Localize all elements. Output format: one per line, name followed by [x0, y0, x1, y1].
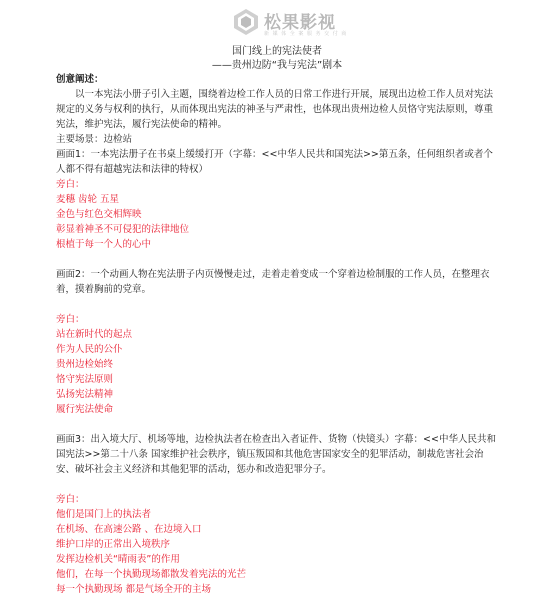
- logo-text: 松果影视: [264, 13, 336, 33]
- shot-1-description: 画面1：一本宪法册子在书桌上缓缓打开（字幕：<<中华人民共和国宪法>>第五条，任何组织者或者个人都不得有超越宪法和法律的特权）: [56, 149, 493, 175]
- voice-line: 麦穗 齿轮 五星: [56, 194, 120, 205]
- voice-line: 每一个执勤现场 都是气场全开的主场: [56, 584, 212, 595]
- paragraph-gap: [56, 477, 502, 492]
- voice-line: 维护口岸的正常出入境秩序: [56, 539, 171, 550]
- voice-line: 根植于每一个人的心中: [56, 239, 152, 250]
- voice-line: 彰显着神圣不可侵犯的法律地位: [56, 224, 190, 235]
- shot-2-description: 画面2：一个动画人物在宪法册子内页慢慢走过，走着走着变成一个穿着边检制服的工作人员，在整理衣着，摸着胸前的党章。: [56, 269, 490, 295]
- intro-paragraph: 以一本宪法小册子引入主题，围绕着边检工作人员的日常工作进行开展，展现出边检工作人员对宪法规定的义务与权利的执行，从而体现出宪法的神圣与严肃性，也体现出贵州边检人员恪守宪法原则，尊重宪法，维护宪法，履行宪法使命的精神。: [56, 89, 494, 130]
- voice-line: 在机场、在高速公路 、在边境入口: [56, 524, 202, 535]
- document-body: [56, 72, 502, 597]
- voice-line: 贵州边检始终: [56, 359, 114, 370]
- logo-subtitle: 新 媒 体 全 案 服 务 交 付 商: [264, 31, 348, 37]
- shot-3-voice-label: 旁白：: [56, 494, 85, 505]
- voice-line: 恪守宪法原则: [56, 374, 114, 385]
- voice-line: 站在新时代的起点: [56, 329, 133, 340]
- voice-line: 履行宪法使命: [56, 404, 114, 415]
- shot-3-description: 画面3：出入境大厅、机场等地，边检执法者在检查出入者证件、货物（快镜头）字幕：<<中华人民共和国宪法>>第二十八条 国家维护社会秩序，镇压叛国和其他危害国家安全的犯罪活动，制裁危害社会治安、破坏社会主义经济和其他犯罪的活动，惩办和改造犯罪分子。: [56, 434, 496, 475]
- voice-line: 发挥边检机关“晴雨表”的作用: [56, 554, 180, 565]
- voice-line: 作为人民的公仆: [56, 344, 123, 355]
- paragraph-gap: [56, 417, 502, 432]
- intro-label: 创意阐述：: [56, 74, 104, 85]
- pinecone-logo-icon: [232, 8, 260, 36]
- brand-logo: [232, 6, 352, 38]
- voice-line: 弘扬宪法精神: [56, 389, 114, 400]
- voice-line: 他们，在每一个执勤现场都散发着宪法的光芒: [56, 569, 247, 580]
- paragraph-gap: [56, 297, 502, 312]
- main-scene: 主要场景：边检站: [56, 134, 133, 145]
- document-subtitle: ——贵州边防“我与宪法”剧本: [211, 60, 343, 71]
- shot-2-voice-label: 旁白：: [56, 314, 85, 325]
- shot-1-voice-label: 旁白：: [56, 179, 85, 190]
- voice-line: 金色与红色交相辉映: [56, 209, 142, 220]
- paragraph-gap: [56, 252, 502, 267]
- document-title: 国门线上的宪法使者: [232, 46, 322, 57]
- voice-line: 他们是国门上的执法者: [56, 509, 152, 520]
